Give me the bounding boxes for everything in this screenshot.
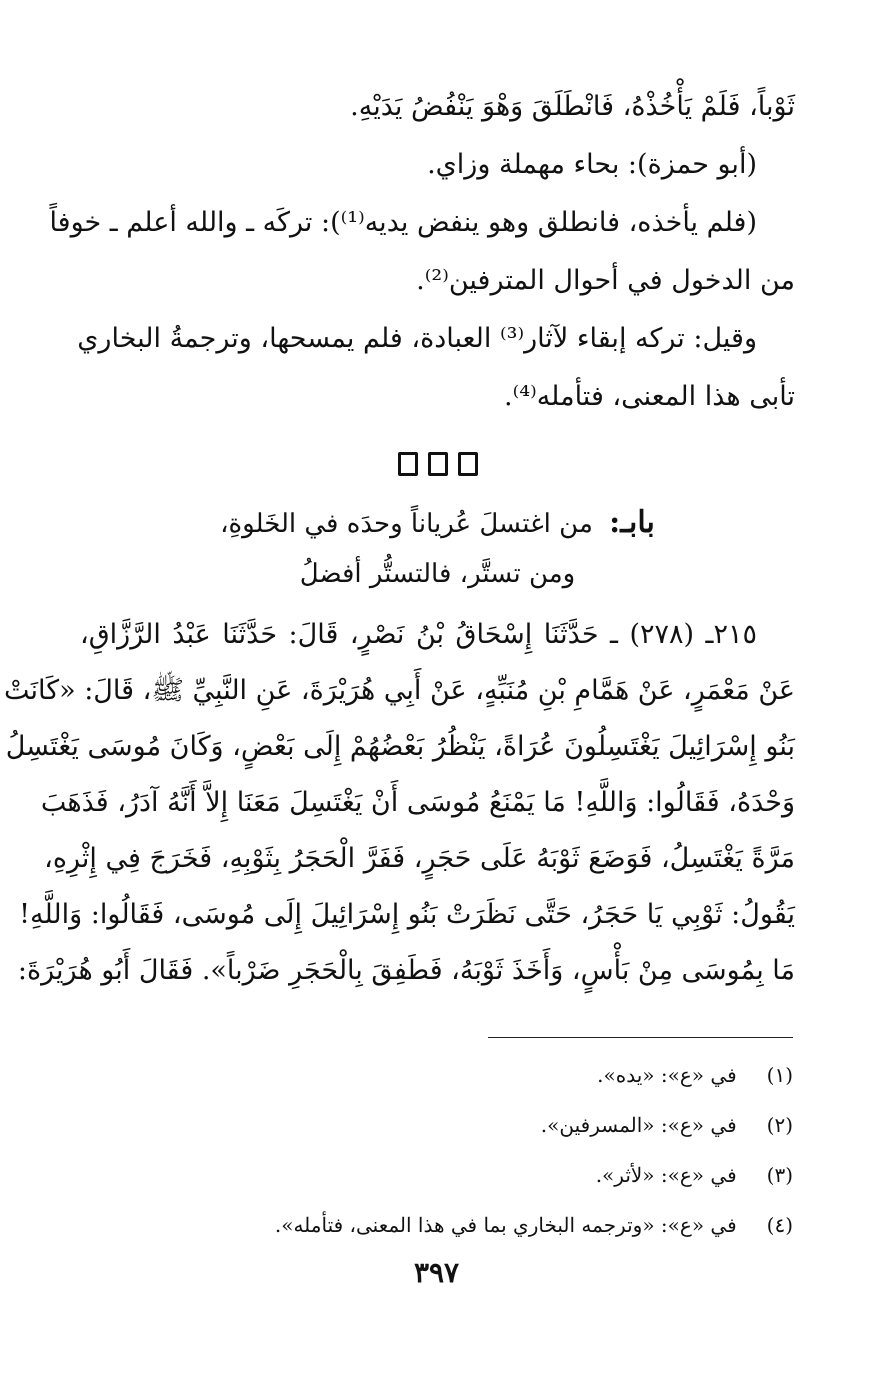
main-text xyxy=(3,78,795,999)
footnote-text: في «ع»: «المسرفين». xyxy=(540,1113,737,1137)
hadith-line-5: مَرَّةً يَغْتَسِلُ، فَوَضَعَ ثَوْبَهُ عَلَى حَجَرٍ، فَفَرَّ الْحَجَرُ بِثَوْبِهِ، فَخَرَجَ فِي إِثْرِهِ، xyxy=(44,843,795,874)
footnote-text: في «ع»: «وترجمه البخاري بما في هذا المعنى، فتأمله». xyxy=(274,1213,737,1237)
commentary-line-4: من الدخول في أحوال المترفين⁽²⁾. xyxy=(416,265,795,296)
commentary-line-3: (فلم يأخذه، فانطلق وهو ينفض يديه⁽¹⁾): تركَه ـ والله أعلم ـ خوفاً xyxy=(49,207,757,238)
commentary-line-5: وقيل: تركه إبقاء لآثار⁽³⁾ العبادة، فلم يمسحها، وترجمةُ البخاري xyxy=(77,323,757,354)
chapter-title-line-1 xyxy=(80,498,795,549)
square-ornament-icon xyxy=(458,452,478,476)
footnote-text: في «ع»: «يده». xyxy=(597,1063,737,1087)
footnote-number: (٤) xyxy=(766,1213,793,1237)
section-divider-ornament xyxy=(80,452,795,476)
square-ornament-icon xyxy=(398,452,418,476)
hadith-line-2: عَنْ مَعْمَرٍ، عَنْ هَمَّامِ بْنِ مُنَبِّهٍ، عَنْ أَبِي هُرَيْرَةَ، عَنِ النَّبِيِّ ﷺ، قَالَ: «كَانَتْ xyxy=(3,675,795,706)
page-number: ٣٩٧ xyxy=(413,1256,460,1289)
commentary-line-2: (أبو حمزة): بحاء مهملة وزاي. xyxy=(427,149,757,180)
chapter-label: بابـ: xyxy=(609,505,655,540)
footnotes xyxy=(78,1050,793,1250)
hadith-line-4: وَحْدَهُ، فَقَالُوا: وَاللَّهِ! مَا يَمْنَعُ مُوسَى أَنْ يَغْتَسِلَ مَعَنَا إِلاَّ أَنَّهُ آدَرُ، فَذَهَبَ xyxy=(40,787,795,818)
footnote-2 xyxy=(78,1100,793,1150)
footnote-number: (١) xyxy=(766,1063,793,1087)
footnote-separator xyxy=(488,1037,793,1038)
commentary-line-6: تأبى هذا المعنى، فتأمله⁽⁴⁾. xyxy=(504,381,795,412)
footnote-3 xyxy=(78,1150,793,1200)
hadith-line-3: بَنُو إِسْرَائِيلَ يَغْتَسِلُونَ عُرَاةً، يَنْظُرُ بَعْضُهُمْ إِلَى بَعْضٍ، وَكَانَ مُوسَى يَغْتَسِلُ xyxy=(5,731,795,762)
footnote-number: (٢) xyxy=(766,1113,793,1137)
hadith-text xyxy=(3,607,795,999)
footnote-number: (٣) xyxy=(766,1163,793,1187)
footnote-text: في «ع»: «لأثر». xyxy=(595,1163,737,1187)
hadith-line-1: ٢١٥ـ (٢٧٨) ـ حَدَّثَنَا إِسْحَاقُ بْنُ نَصْرٍ، قَالَ: حَدَّثَنَا عَبْدُ الرَّزَّاقِ، xyxy=(80,619,757,650)
square-ornament-icon xyxy=(428,452,448,476)
commentary-line-1: ثَوْباً، فَلَمْ يَأْخُذْهُ، فَانْطَلَقَ وَهْوَ يَنْفُضُ يَدَيْهِ. xyxy=(350,91,795,122)
chapter-title-text-1: من اغتسلَ عُرياناً وحدَه في الخَلوةِ، xyxy=(220,509,593,539)
footnote-1 xyxy=(78,1050,793,1100)
hadith-line-6: يَقُولُ: ثَوْبِي يَا حَجَرُ، حَتَّى نَظَرَتْ بَنُو إِسْرَائِيلَ إِلَى مُوسَى، فَقَالُوا: وَاللَّهِ! xyxy=(19,899,795,930)
chapter-title-line-2: ومن تستَّر، فالتستُّر أفضلُ xyxy=(299,559,576,589)
footnote-4 xyxy=(78,1200,793,1250)
chapter-heading xyxy=(80,498,795,599)
hadith-line-7: مَا بِمُوسَى مِنْ بَأْسٍ، وَأَخَذَ ثَوْبَهُ، فَطَفِقَ بِالْحَجَرِ ضَرْباً». فَقَالَ أَبُو هُرَيْرَةَ: xyxy=(17,955,795,986)
